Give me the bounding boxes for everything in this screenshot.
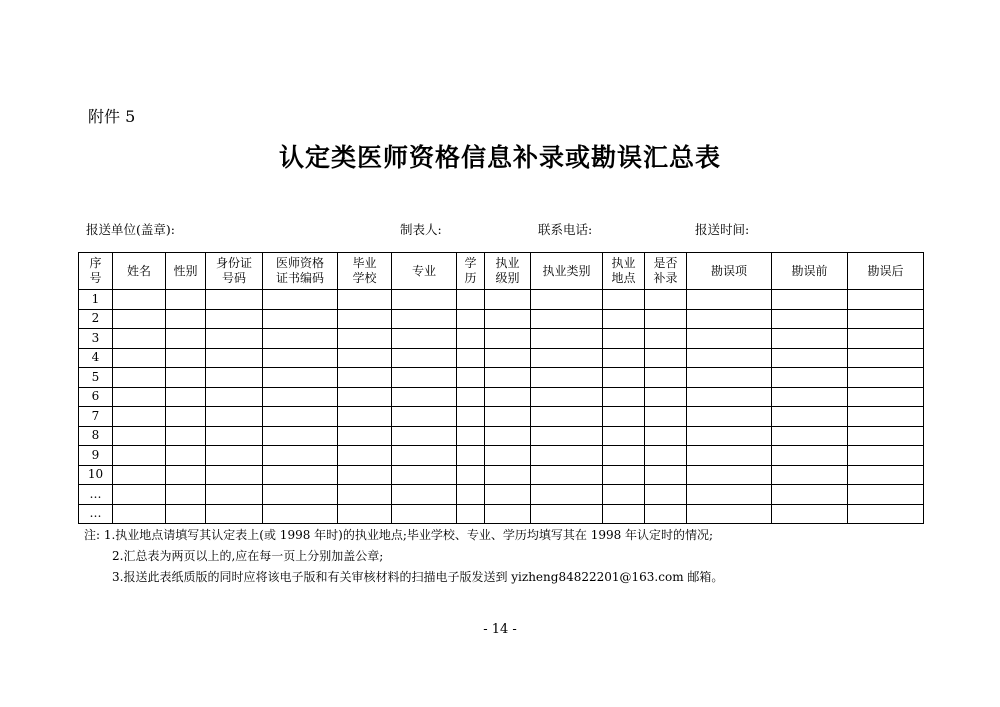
table-cell[interactable] [645, 485, 687, 505]
table-cell[interactable] [485, 348, 531, 368]
table-cell[interactable] [338, 504, 392, 524]
table-cell[interactable] [603, 309, 645, 329]
table-cell[interactable] [166, 446, 206, 466]
table-cell[interactable] [848, 368, 924, 388]
table-cell[interactable] [687, 465, 772, 485]
table-cell[interactable] [772, 504, 848, 524]
table-cell[interactable] [263, 290, 338, 310]
table-cell[interactable] [338, 426, 392, 446]
table-cell[interactable] [338, 407, 392, 427]
meta-time: 报送时间: [695, 222, 750, 237]
table-cell[interactable] [206, 426, 263, 446]
table-cell[interactable] [113, 368, 166, 388]
table-cell[interactable] [848, 290, 924, 310]
table-cell[interactable] [485, 504, 531, 524]
table-cell[interactable] [645, 309, 687, 329]
table-cell[interactable] [457, 309, 485, 329]
table-cell[interactable] [392, 329, 457, 349]
table-cell[interactable] [485, 426, 531, 446]
header-cell: 执业级别 [485, 253, 531, 290]
table-cell[interactable] [485, 485, 531, 505]
attachment-label: 附件 5 [88, 107, 136, 126]
table-cell[interactable] [166, 387, 206, 407]
table-cell[interactable] [772, 368, 848, 388]
row-number-cell: 10 [79, 465, 113, 485]
table-cell[interactable] [263, 407, 338, 427]
table-cell[interactable] [166, 426, 206, 446]
table-cell[interactable] [392, 465, 457, 485]
table-cell[interactable] [687, 407, 772, 427]
table-cell[interactable] [166, 348, 206, 368]
table-cell[interactable] [772, 407, 848, 427]
table-cell[interactable] [457, 485, 485, 505]
table-cell[interactable] [392, 309, 457, 329]
table-cell[interactable] [206, 309, 263, 329]
header-cell: 勘误项 [687, 253, 772, 290]
note-line-3: 3.报送此表纸质版的同时应将该电子版和有关审核材料的扫描电子版发送到 yizheng84822201@163.com 邮箱。 [112, 570, 724, 584]
table-cell[interactable] [113, 329, 166, 349]
table-cell[interactable] [457, 504, 485, 524]
table-cell[interactable] [603, 504, 645, 524]
header-cell: 医师资格证书编码 [263, 253, 338, 290]
table-cell[interactable] [485, 309, 531, 329]
row-number-cell: 5 [79, 368, 113, 388]
table-cell[interactable] [772, 348, 848, 368]
header-cell: 是否补录 [645, 253, 687, 290]
table-cell[interactable] [603, 348, 645, 368]
table-cell[interactable] [687, 309, 772, 329]
table-cell[interactable] [392, 426, 457, 446]
table-cell[interactable] [531, 387, 603, 407]
table-cell[interactable] [531, 348, 603, 368]
table-cell[interactable] [531, 446, 603, 466]
table-cell[interactable] [113, 348, 166, 368]
table-row [79, 290, 924, 310]
table-cell[interactable] [457, 387, 485, 407]
row-number-cell: … [79, 485, 113, 505]
table-row [79, 407, 924, 427]
table-cell[interactable] [531, 407, 603, 427]
table-cell[interactable] [645, 407, 687, 427]
table-cell[interactable] [485, 407, 531, 427]
table-cell[interactable] [531, 426, 603, 446]
meta-unit: 报送单位(盖章): [86, 222, 175, 237]
table-cell[interactable] [392, 407, 457, 427]
table-cell[interactable] [338, 465, 392, 485]
table-cell[interactable] [338, 446, 392, 466]
table-cell[interactable] [603, 368, 645, 388]
table-cell[interactable] [392, 368, 457, 388]
row-number-cell: 2 [79, 309, 113, 329]
table-row [79, 504, 924, 524]
table-cell[interactable] [206, 485, 263, 505]
header-cell: 专业 [392, 253, 457, 290]
table-cell[interactable] [485, 329, 531, 349]
table-cell[interactable] [687, 446, 772, 466]
table-cell[interactable] [645, 368, 687, 388]
table-cell[interactable] [772, 290, 848, 310]
table-cell[interactable] [687, 426, 772, 446]
table-cell[interactable] [392, 485, 457, 505]
row-number-cell: 9 [79, 446, 113, 466]
table-row [79, 309, 924, 329]
row-number-cell: 6 [79, 387, 113, 407]
table-cell[interactable] [772, 446, 848, 466]
table-cell[interactable] [206, 329, 263, 349]
row-number-cell: 7 [79, 407, 113, 427]
table-cell[interactable] [457, 465, 485, 485]
table-cell[interactable] [457, 290, 485, 310]
table-cell[interactable] [263, 387, 338, 407]
table-cell[interactable] [531, 368, 603, 388]
table-cell[interactable] [772, 426, 848, 446]
table-cell[interactable] [263, 368, 338, 388]
table-cell[interactable] [338, 309, 392, 329]
table-cell[interactable] [848, 504, 924, 524]
table-cell[interactable] [457, 329, 485, 349]
table-cell[interactable] [263, 446, 338, 466]
header-cell: 勘误后 [848, 253, 924, 290]
note-line-1: 注: 1.执业地点请填写其认定表上(或 1998 年时)的执业地点;毕业学校、专业、学历均填写其在 1998 年认定时的情况; [84, 528, 714, 542]
table-cell[interactable] [687, 368, 772, 388]
table-cell[interactable] [645, 465, 687, 485]
table-row [79, 426, 924, 446]
row-number-cell: 3 [79, 329, 113, 349]
table-row [79, 368, 924, 388]
table-cell[interactable] [263, 504, 338, 524]
table-cell[interactable] [603, 446, 645, 466]
header-cell: 性别 [166, 253, 206, 290]
row-number-cell: 4 [79, 348, 113, 368]
table-cell[interactable] [392, 446, 457, 466]
table-cell[interactable] [392, 348, 457, 368]
note-line-2: 2.汇总表为两页以上的,应在每一页上分别加盖公章; [112, 549, 384, 563]
table-cell[interactable] [166, 309, 206, 329]
page-number: - 14 - [483, 622, 517, 637]
header-cell: 序号 [79, 253, 113, 290]
table-cell[interactable] [603, 329, 645, 349]
table-cell[interactable] [531, 290, 603, 310]
table-cell[interactable] [338, 368, 392, 388]
table-cell[interactable] [645, 426, 687, 446]
table-cell[interactable] [166, 329, 206, 349]
table-cell[interactable] [848, 465, 924, 485]
summary-table [78, 252, 924, 524]
table-cell[interactable] [687, 290, 772, 310]
table-cell[interactable] [457, 348, 485, 368]
table-cell[interactable] [263, 485, 338, 505]
table-cell[interactable] [206, 465, 263, 485]
table-cell[interactable] [531, 485, 603, 505]
table-cell[interactable] [338, 348, 392, 368]
table-cell[interactable] [166, 290, 206, 310]
table-cell[interactable] [531, 329, 603, 349]
table-cell[interactable] [166, 368, 206, 388]
table-cell[interactable] [166, 504, 206, 524]
table-cell[interactable] [687, 329, 772, 349]
table-cell[interactable] [113, 387, 166, 407]
table-cell[interactable] [485, 368, 531, 388]
notes [84, 525, 723, 588]
table-cell[interactable] [113, 446, 166, 466]
table-cell[interactable] [485, 446, 531, 466]
table-cell[interactable] [645, 504, 687, 524]
table-cell[interactable] [338, 387, 392, 407]
table-cell[interactable] [263, 426, 338, 446]
table-cell[interactable] [338, 329, 392, 349]
table-cell[interactable] [338, 290, 392, 310]
table-cell[interactable] [603, 485, 645, 505]
table-cell[interactable] [687, 485, 772, 505]
header-cell: 姓名 [113, 253, 166, 290]
meta-preparer: 制表人: [400, 222, 442, 237]
table-cell[interactable] [113, 465, 166, 485]
table-cell[interactable] [687, 387, 772, 407]
table-cell[interactable] [113, 309, 166, 329]
table-cell[interactable] [113, 504, 166, 524]
table-cell[interactable] [687, 504, 772, 524]
meta-phone: 联系电话: [538, 222, 593, 237]
table-cell[interactable] [848, 485, 924, 505]
table-cell[interactable] [531, 465, 603, 485]
table-cell[interactable] [166, 407, 206, 427]
table-cell[interactable] [848, 329, 924, 349]
table-row [79, 446, 924, 466]
row-number-cell: 1 [79, 290, 113, 310]
row-number-cell: … [79, 504, 113, 524]
header-cell: 学历 [457, 253, 485, 290]
table-row [79, 329, 924, 349]
table-cell[interactable] [457, 426, 485, 446]
header-cell: 身份证号码 [206, 253, 263, 290]
table-cell[interactable] [206, 446, 263, 466]
table-cell[interactable] [166, 465, 206, 485]
table-cell[interactable] [687, 348, 772, 368]
header-cell: 勘误前 [772, 253, 848, 290]
table-cell[interactable] [166, 485, 206, 505]
table-row [79, 387, 924, 407]
table-cell[interactable] [603, 290, 645, 310]
table-cell[interactable] [206, 387, 263, 407]
table-cell[interactable] [457, 407, 485, 427]
table-cell[interactable] [645, 348, 687, 368]
table-cell[interactable] [772, 465, 848, 485]
table-cell[interactable] [113, 426, 166, 446]
table-cell[interactable] [645, 387, 687, 407]
table-cell[interactable] [772, 309, 848, 329]
table-cell[interactable] [485, 465, 531, 485]
table-cell[interactable] [113, 407, 166, 427]
table-cell[interactable] [603, 387, 645, 407]
table-cell[interactable] [645, 329, 687, 349]
table-cell[interactable] [206, 348, 263, 368]
table-cell[interactable] [848, 426, 924, 446]
table-cell[interactable] [113, 290, 166, 310]
table-row [79, 485, 924, 505]
table-cell[interactable] [848, 387, 924, 407]
table-cell[interactable] [338, 485, 392, 505]
table-cell[interactable] [206, 290, 263, 310]
header-cell: 毕业学校 [338, 253, 392, 290]
header-row [79, 253, 924, 290]
table-cell[interactable] [531, 309, 603, 329]
row-number-cell: 8 [79, 426, 113, 446]
table-row [79, 348, 924, 368]
table-cell[interactable] [772, 329, 848, 349]
table-cell[interactable] [848, 407, 924, 427]
table-cell[interactable] [848, 446, 924, 466]
table-cell[interactable] [392, 504, 457, 524]
page-title: 认定类医师资格信息补录或勘误汇总表 [278, 143, 721, 172]
table-cell[interactable] [485, 387, 531, 407]
table-cell[interactable] [392, 290, 457, 310]
table-cell[interactable] [531, 504, 603, 524]
table-cell[interactable] [603, 426, 645, 446]
table-cell[interactable] [206, 368, 263, 388]
table-cell[interactable] [392, 387, 457, 407]
table-cell[interactable] [772, 485, 848, 505]
table-cell[interactable] [263, 348, 338, 368]
table-cell[interactable] [206, 504, 263, 524]
table-row [79, 465, 924, 485]
table-cell[interactable] [772, 387, 848, 407]
table-cell[interactable] [848, 348, 924, 368]
table-cell[interactable] [848, 309, 924, 329]
table-cell[interactable] [645, 290, 687, 310]
table-cell[interactable] [603, 407, 645, 427]
table-cell[interactable] [603, 465, 645, 485]
table-cell[interactable] [263, 329, 338, 349]
table-cell[interactable] [457, 368, 485, 388]
header-cell: 执业地点 [603, 253, 645, 290]
table-cell[interactable] [263, 465, 338, 485]
header-cell: 执业类别 [531, 253, 603, 290]
table-cell[interactable] [113, 485, 166, 505]
table-cell[interactable] [206, 407, 263, 427]
table-cell[interactable] [645, 446, 687, 466]
table-cell[interactable] [263, 309, 338, 329]
table-cell[interactable] [457, 446, 485, 466]
table-cell[interactable] [485, 290, 531, 310]
